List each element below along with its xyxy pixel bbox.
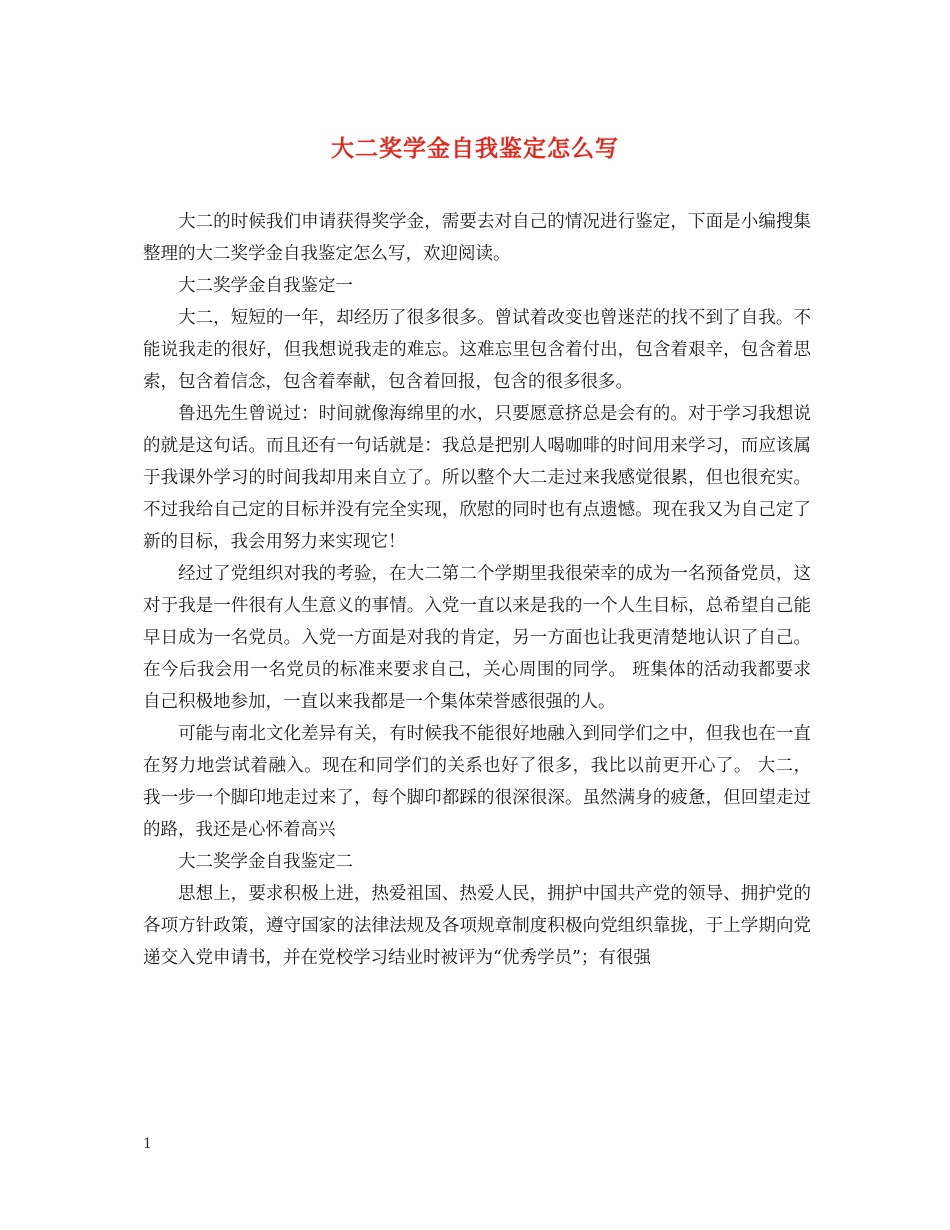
section-heading-2: 大二奖学金自我鉴定二 [178, 852, 353, 872]
body-paragraph: 鲁迅先生曾说过：时间就像海绵里的水，只要愿意挤总是会有的。对于学习我想说的就是这句话。而且还有一句话就是：我总是把别人喝咖啡的时间用来学习，而应该属于我课外学习的时间我却用来自立了。所以整个大二走过来我感觉很累，但也很充实。不过我给自己定的目标并没有完全实现，欣慰的同时也有点遗憾。现在我又为自己定了新的目标，我会用努力来实现它！ [143, 404, 811, 552]
body-paragraph: 经过了党组织对我的考验，在大二第二个学期里我很荣幸的成为一名预备党员，这对于我是一件很有人生意义的事情。入党一直以来是我的一个人生目标，总希望自己能早日成为一名党员。入党一方面是对我的肯定，另一方面也让我更清楚地认识了自己。在今后我会用一名党员的标准来要求自己，关心周围的同学。 班集体的活动我都要求自己积极地参加，一直以来我都是一个集体荣誉感很强的人。 [143, 564, 811, 712]
body-paragraph: 大二，短短的一年，却经历了很多很多。曾试着改变也曾迷茫的找不到了自我。不能说我走的很好，但我想说我走的难忘。这难忘里包含着付出，包含着艰辛，包含着思索，包含着信念，包含着奉献，包含着回报，包含的很多很多。 [143, 308, 811, 392]
page-number: 1 [143, 1136, 152, 1152]
intro-paragraph: 大二的时候我们申请获得奖学金，需要去对自己的情况进行鉴定，下面是小编搜集整理的大二奖学金自我鉴定怎么写，欢迎阅读。 [143, 212, 811, 264]
document-title: 大二奖学金自我鉴定怎么写 [331, 135, 619, 162]
section-heading-1: 大二奖学金自我鉴定一 [178, 276, 353, 296]
body-paragraph: 思想上，要求积极上进，热爱祖国、热爱人民，拥护中国共产党的领导、拥护党的各项方针政策，遵守国家的法律法规及各项规章制度积极向党组织靠拢，于上学期向党递交入党申请书，并在党校学习结业时被评为“优秀学员”；有很强 [143, 884, 811, 968]
body-paragraph: 可能与南北文化差异有关，有时候我不能很好地融入到同学们之中，但我也在一直在努力地尝试着融入。现在和同学们的关系也好了很多，我比以前更开心了。 大二，我一步一个脚印地走过来了，每个脚印都踩的很深很深。虽然满身的疲惫，但回望走过的路，我还是心怀着高兴 [143, 724, 811, 840]
document-body [143, 206, 811, 974]
